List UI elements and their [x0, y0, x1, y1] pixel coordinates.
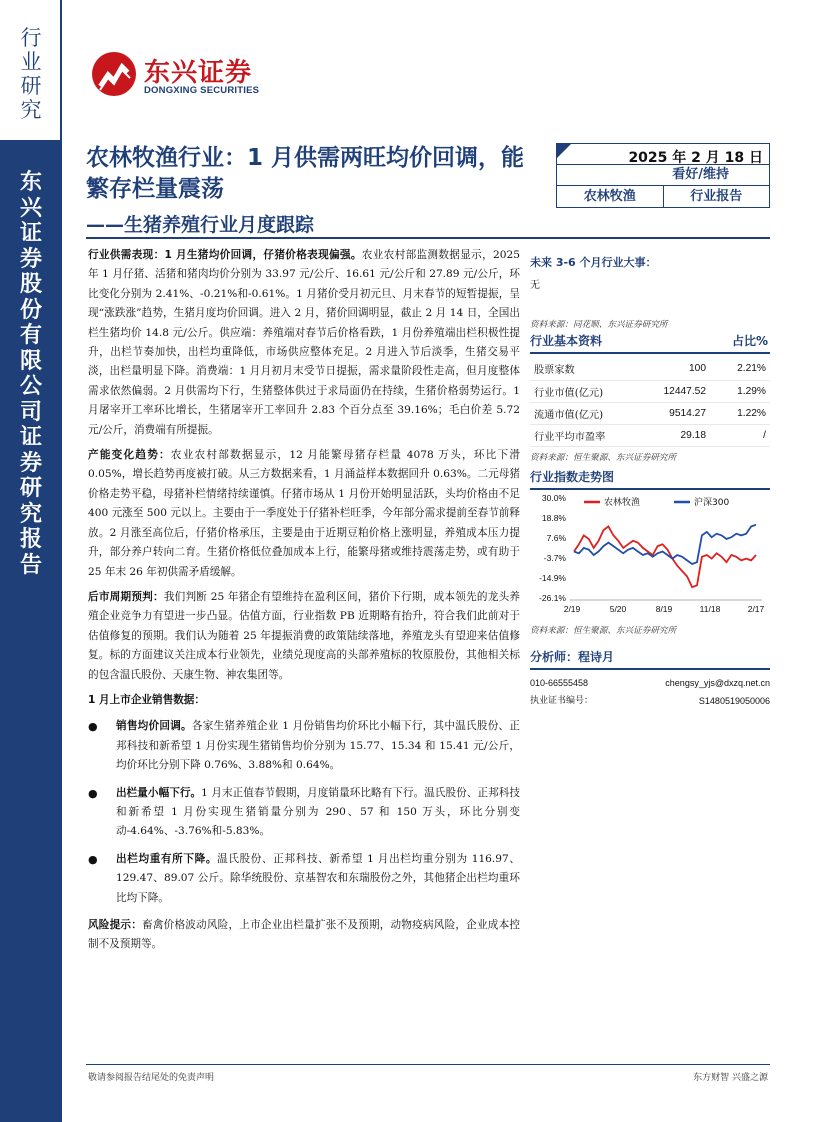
footer-disclaimer: 敬请参阅报告结尾处的免责声明	[88, 1073, 215, 1083]
analyst-contact-row	[530, 674, 770, 692]
index-chart-heading	[530, 468, 770, 490]
report-categories	[557, 185, 769, 207]
row-pct: /	[710, 424, 770, 446]
basic-info-panel	[530, 332, 770, 463]
analyst-heading	[530, 648, 770, 670]
table-row	[530, 358, 770, 380]
row-pct: 1.29%	[710, 380, 770, 402]
sidebar-top-label: 行业研究	[20, 26, 42, 122]
footer-slogan: 东方财智 兴盛之源	[693, 1073, 768, 1083]
report-date: 2025 年 2 月 18 日	[628, 150, 763, 166]
events-source: 资料来源：同花顺、东兴证券研究所	[530, 320, 668, 330]
category-type: 行业报告	[690, 189, 743, 204]
x-tick-label: 2/17	[747, 604, 765, 614]
basic-info-title: 行业基本资料	[530, 334, 603, 348]
row-value: 12447.52	[640, 380, 710, 402]
row-pct: 1.22%	[710, 402, 770, 424]
paragraph-body: 我们判断 25 年猪企有望维持在盈利区间，猪价下行期，成本领先的龙头养殖企业竞争力有望进一步凸显。估值方面，行业指数 PB 近期略有抬升，符合我们此前对于估值修复的预期。我们认为随着 25 年提振消费的政策陆续落地，养殖龙头有望迎来估值修复。标的方面建议关注成本行业领先，业绩兑现度高的头部养殖标的牧原股份，其他相关标的包含温氏股份、天康生物、神农集团等。	[88, 590, 520, 681]
brand-logo	[92, 52, 302, 100]
analyst-phone: 010-66555458	[530, 678, 589, 688]
row-pct: 2.21%	[710, 358, 770, 380]
footer-divider	[86, 1064, 770, 1065]
index-chart-panel	[530, 468, 770, 636]
bullet-dot-icon: ●	[88, 720, 98, 734]
analyst-cert-row	[530, 692, 770, 710]
row-label: 行业平均市盈率	[530, 424, 640, 446]
table-row	[530, 380, 770, 402]
basic-info-pct-label: 占比%	[731, 334, 768, 348]
x-tick-label: 11/18	[699, 604, 721, 614]
paragraph-outlook	[88, 588, 520, 685]
report-subtitle: ——生猪养殖行业月度跟踪	[86, 214, 315, 236]
series-line	[574, 527, 756, 588]
index-chart-source: 资料来源：恒生聚源、东兴证券研究所	[530, 626, 677, 636]
index-chart-title: 行业指数走势图	[530, 470, 615, 484]
row-label: 流通市值(亿元)	[530, 402, 640, 424]
y-tick-label: -14.9%	[539, 573, 566, 583]
analyst-name: 程诗月	[578, 650, 615, 664]
paragraph-body: 农业农村部监测数据显示，2025 年 1 月仔猪、活猪和猪肉均价分别为 33.97 元/公斤、16.61 元/公斤和 27.89 元/公斤，环比变化分别为 2.41%、-0.21%和-0.61%。1 月猪价受月初元旦、月末春节的短暂提振，呈现“涨跌涨”趋势，生猪月度均价回调。进入 2 月，猪价回调明显，截止 2 月 14 日，全国出栏生猪均价 14.8 元/公斤。供应端：养殖端对春节后价格看跌，1 月份养殖端出栏积极性提升，出栏节奏加快，出栏均重降低，市场供应整体充足。2 月进入节后淡季，生猪交易平淡，出栏量明显下降。消费端：1 月月初月末受节日提振，需求量阶段性走高，但月度整体需求依然偏弱。2 月供需均下行，生猪整体供过于求局面仍在持续，生猪价格弱势运行。1 月屠宰开工率环比增长，生猪屠宰开工率回升 2.83 个百分点至 39.16%；毛白价差 5.72 元/公斤，消费端有所提振。	[88, 249, 520, 436]
paragraph-body: 畜禽价格波动风险，上市企业出栏量扩张不及预期，动物疫病风险，企业成本控制不及预期等。	[88, 919, 521, 951]
bullet-item	[88, 717, 520, 775]
bullet-dot-icon: ●	[88, 786, 98, 800]
basic-info-source: 资料来源：恒生聚源、东兴证券研究所	[530, 452, 677, 463]
row-value: 9514.27	[640, 402, 710, 424]
main-body	[88, 246, 520, 961]
y-tick-label: -3.7%	[543, 553, 566, 563]
sidebar-bottom-label: 东兴证券股份有限公司证券研究报告	[19, 170, 42, 578]
y-tick-label: 7.6%	[546, 533, 566, 543]
row-label: 股票家数	[530, 358, 640, 380]
cert-number: S1480519050006	[698, 696, 770, 706]
bullet-body: 温氏股份、正邦科技、新希望 1 月出栏均重分别为 116.97、129.47、89.07 公斤。除华统股份、京基智农和东瑞股份之外，其他猪企出栏均重环比均下降。	[116, 852, 520, 904]
cert-label: 执业证书编号：	[530, 696, 594, 706]
y-tick-label: 18.8%	[541, 513, 566, 523]
analyst-email[interactable]: chengsy_yjs@dxzq.net.cn	[665, 678, 770, 688]
events-heading: 未来 3-6 个月行业大事：	[530, 256, 657, 269]
bullet-lead: 出栏量小幅下行。	[116, 786, 202, 799]
paragraph-supply-demand	[88, 246, 520, 440]
sidebar-bottom-panel	[0, 140, 62, 1122]
bullet-item	[88, 850, 520, 908]
brand-name-cn: 东兴证券	[144, 58, 253, 88]
table-row	[530, 424, 770, 446]
legend-label: 沪深300	[694, 498, 730, 508]
rating-label: 看好/维持	[557, 164, 769, 184]
y-tick-label: -26.1%	[539, 593, 566, 603]
y-tick-label: 30.0%	[541, 493, 566, 503]
category-industry: 农林牧渔	[557, 186, 664, 207]
section-heading-sales: 1 月上市企业销售数据：	[88, 693, 205, 706]
bullet-dot-icon: ●	[88, 852, 98, 866]
legend-label: 农林牧渔	[604, 498, 641, 508]
x-tick-label: 5/20	[609, 604, 627, 614]
bullet-lead: 出栏均重有所下降。	[116, 852, 218, 865]
paragraph-body: 农业农村部数据显示，12 月能繁母猪存栏量 4078 万头，环比下滑 0.05%，增长趋势再度被打破。从三方数据来看，1 月涌益样本数据回升 0.63%。二元母猪价格走势平稳，母猪补栏情绪持续谨慎。仔猪市场从 1 月份开始明显活跃，头均价格由不足 400 元涨至 500 元以上。主要由于一季度处于仔猪补栏旺季，今年部分需求提前至春节前释放。2 月涨至高位后，仔猪价格承压，主要是由于近期豆粕价格上涨明显，养殖成本压力提升，部分养户转向二育。生猪价格低位叠加成本上行，能繁母猪或维持震荡走势，或有助于 25 年末 26 年初供需矛盾缓解。	[88, 449, 521, 578]
row-label: 行业市值(亿元)	[530, 380, 640, 402]
table-row	[530, 402, 770, 424]
bullet-body: 各家生猪养殖企业 1 月份销售均价环比小幅下行，其中温氏股份、正邦科技和新希望 1 月份实现生猪销售均价分别为 15.77、15.34 和 15.41 元/公斤，均价环比分别下降 0.76%、3.88%和 0.64%。	[116, 720, 520, 772]
row-value: 29.18	[640, 424, 710, 446]
corner-triangle-icon	[557, 144, 571, 158]
basic-info-table	[530, 358, 770, 447]
x-tick-label: 2/19	[563, 604, 581, 614]
bullet-item	[88, 784, 520, 842]
report-title: 农林牧渔行业：1 月供需两旺均价回调，能繁存栏量震荡	[86, 145, 525, 202]
paragraph-capacity	[88, 446, 520, 582]
bullet-body: 1 月末正值春节假期，月度销量环比略有下行。温氏股份、正邦科技和新希望 1 月份实现生猪销量分别为 290、57 和 150 万头，环比分别变动-4.64%、-3.76%和-5.83%。	[116, 786, 521, 838]
paragraph-risk	[88, 916, 520, 955]
events-body: 无	[530, 280, 540, 291]
paragraph-lead: 后市周期预判：	[88, 590, 164, 603]
x-tick-label: 8/19	[655, 604, 673, 614]
paragraph-lead: 风险提示：	[88, 919, 143, 931]
brand-name-en: DONGXING SECURITIES	[144, 85, 260, 96]
paragraph-lead: 产能变化趋势：	[88, 449, 171, 462]
row-value: 100	[640, 358, 710, 380]
basic-info-heading	[530, 332, 770, 354]
sidebar-top-panel	[0, 0, 62, 140]
title-divider	[86, 237, 770, 239]
bullet-lead: 销售均价回调。	[116, 720, 192, 733]
paragraph-lead: 行业供需表现：1 月生猪均价回调，仔猪价格表现偏强。	[88, 249, 362, 261]
analyst-panel	[530, 648, 770, 710]
index-trend-chart	[530, 490, 770, 620]
report-meta-box	[556, 143, 770, 208]
analyst-label: 分析师：	[530, 650, 579, 664]
logo-emblem-icon	[92, 52, 136, 96]
